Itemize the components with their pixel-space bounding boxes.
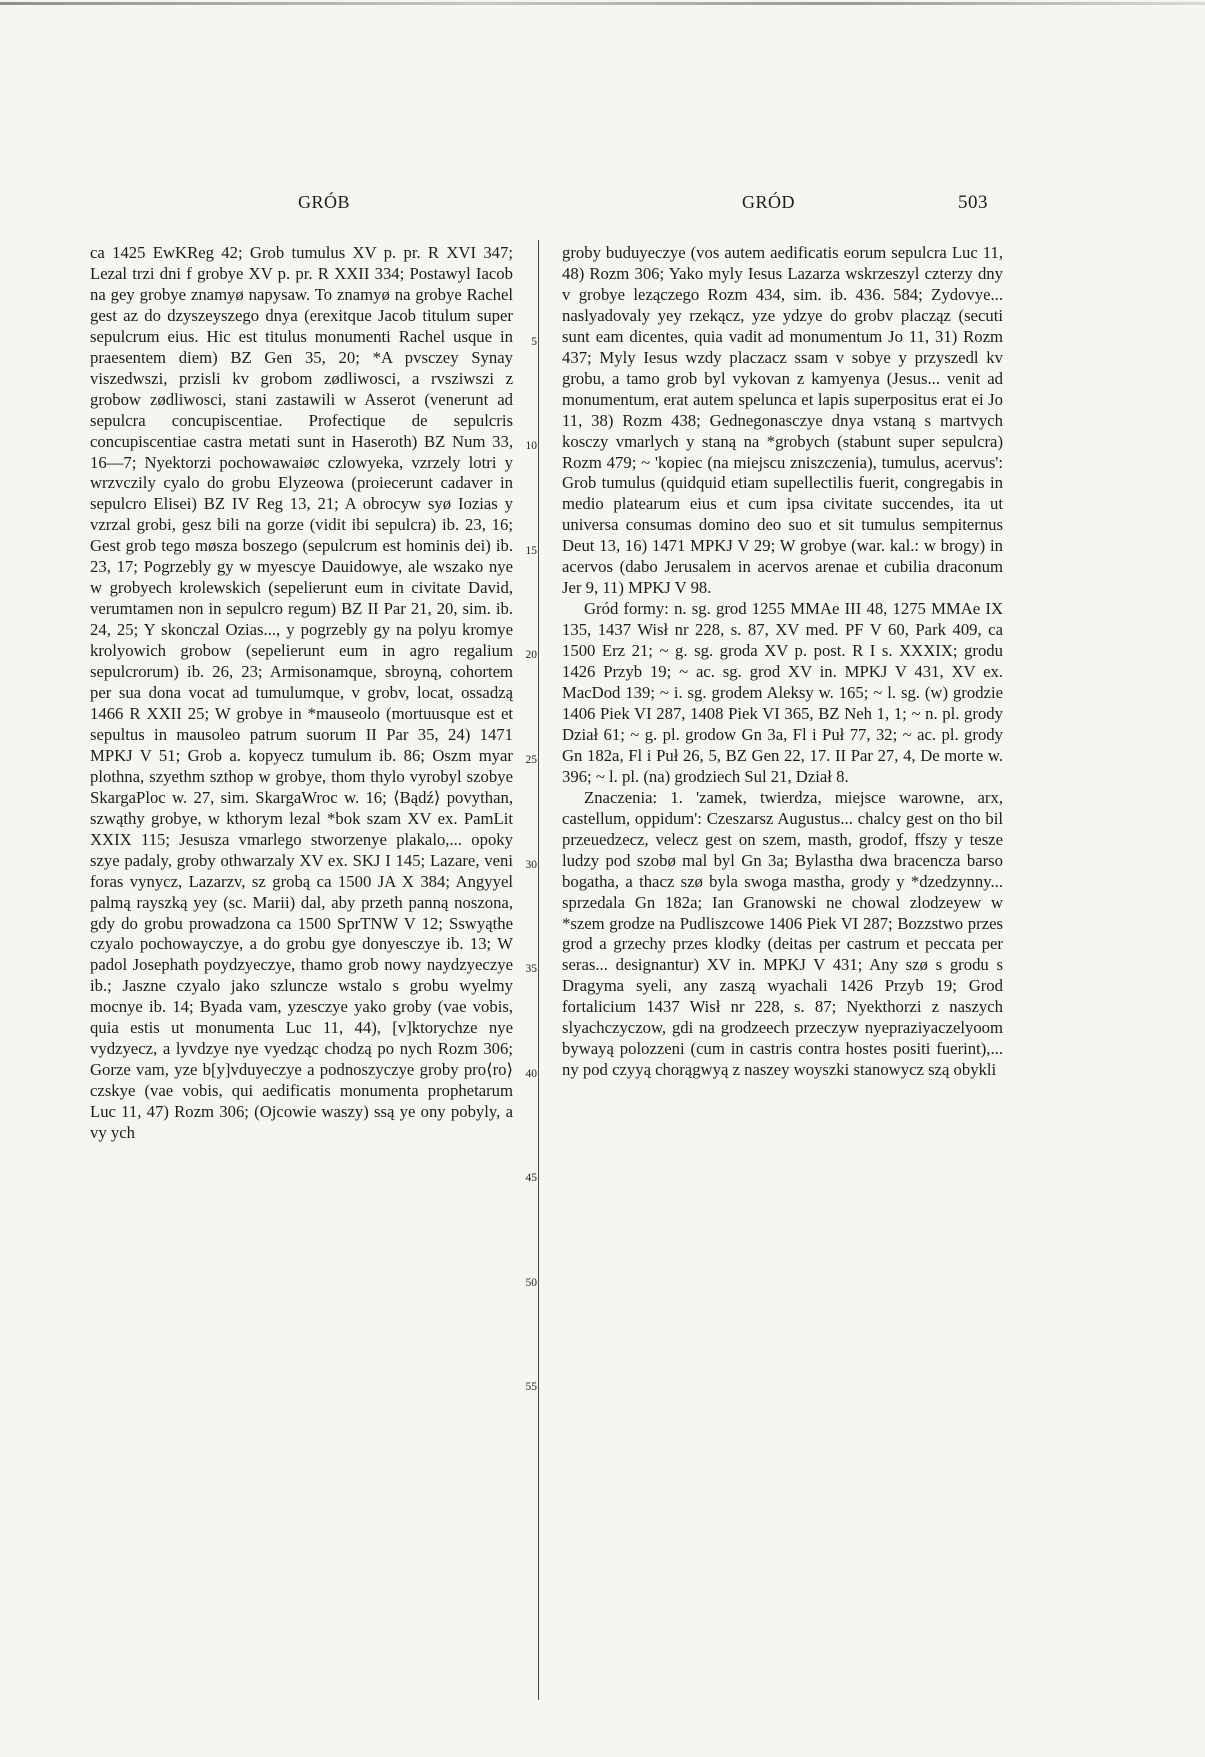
left-column [90, 243, 513, 1144]
line-number: 25 [525, 754, 537, 766]
line-number: 45 [525, 1172, 537, 1184]
page-top-edge [0, 2, 1205, 5]
line-number: 15 [525, 545, 537, 557]
line-number: 40 [525, 1068, 537, 1080]
line-number: 50 [525, 1277, 537, 1289]
running-head-left: GRÓB [298, 192, 351, 212]
right-paragraph-grod-forms: Gród formy: n. sg. grod 1255 MMAe III 48, 1275 MMAe IX 135, 1437 Wisł nr 228, s. 87, XV med. PF V 60, Park 409, ca 1500 Erz 21; ~ g. sg. groda XV p. post. R I s. XXXIX; grodu 1426 Przyb 19; ~ ac. sg. grod XV in. MPKJ V 431, XV ex. MacDod 139; ~ i. sg. grodem Aleksy w. 165; ~ l. sg. (w) grodzie 1406 Piek VI 287, 1408 Piek VI 365, BZ Neh 1, 1; ~ n. pl. grody Dział 61; ~ g. pl. grodow Gn 3a, Fl i Puł 77, 32; ~ ac. pl. grody Gn 182a, Fl i Puł 26, 5, BZ Gen 22, 17. II Par 27, 4, De morte w. 396; ~ l. pl. (na) grodziech Sul 21, Dział 8. [562, 599, 1003, 786]
line-number: 30 [525, 859, 537, 871]
left-paragraph: ca 1425 EwKReg 42; Grob tumulus XV p. pr. R XVI 347; Lezal trzi dni f grobye XV p. pr. R XXII 334; Postawyl Iacob na gey grobye znamyø napysaw. To znamyø na grobye Rachel gest az do dzyszeyszego dnya (erexitque Jacob titulum super sepulcrum eius. Hic est titulus monumenti Rachel usque in praesentem diem) BZ Gen 35, 20; *A pvsczey Synay viszedwszi, przisli kv grobom zødliwosci, a rvsziwszi z grobow zødliwosci, stani zastawili w Asserot (venerunt ad sepulcra concupiscentiae. Profectique de sepulcris concupiscentiae castra metati sunt in Haseroth) BZ Num 33, 16—7; Nyektorzi pochowawaiøc czlowyeka, vzrzely lotri y wrzvczily cyalo do grobu Elyzeowa (proiecerunt cadaver in sepulcro Elisei) BZ IV Reg 13, 21; A obrocyw syø Iozias y vzrzal grobi, gesz bili na gorze (vidit ibi sepulcra) ib. 23, 16; Gest grob tego møsza boszego (sepulcrum est hominis dei) ib. 23, 17; Pogrzebly gy w myescye Dauidowye, ale wszako nye w grobyech krolewskich (sepelierunt eum in civitate David, verumtamen non in sepulcro regum) BZ II Par 21, 20, sim. ib. 24, 25; Y skonczal Ozias..., y pogrzebly gy na polyu kromye krolyowich grobow (sepelierunt eum in agro regalium sepulcrorum) ib. 26, 23; Armisonamque, sbroyną, cohortem per sua dona vocat ad tumulumque, v grobv, locat, ossadzą 1466 R XXII 25; W grobye in *mauseolo (mortuusque est et sepultus in mausoleo patrum suorum II Par 35, 24) 1471 MPKJ V 51; Grob a. kopyecz tumulum ib. 86; Oszm myar plothna, szyethm szthop w grobye, thom thylo vyrobyl szobye SkargaPloc w. 27, sim. SkargaWroc w. 16; ⟨Bądź⟩ povythan, szwąthy grobye, w kthorym lezal *bok szam XV ex. PamLit XXIX 115; Jesusza vmarlego stworzenye plakalo,... opoky szye padaly, groby othwarzaly XV ex. SKJ I 145; Lazare, veni foras vynycz, Lazarzv, sz grobą ca 1500 JA X 384; Angyyel palmą rayszką yey (sc. Marii) dal, aby przeth panną noszona, gdy do grobu prowadzona ca 1500 SprTNW V 12; Sswyąthe czyalo pochowayczye, a do grobu gye donyesczye ib. 13; W padol Josephath poydzyeczye, thamo grob nowy naydzyeczye ib.; Jaszne czyalo jako szluncze wstalo s grobu wyelmy mocnye ib. 14; Byada vam, yzesczye yako groby (vae vobis, quia estis ut monumenta Luc 11, 44), [v]ktorychze nye vydzyecz, a lyvdzye nye vyedząc chodzą po nych Rozm 306; Gorze vam, yze b[y]vduyeczye a podnoszyczye groby pro⟨ro⟩czskye (vae vobis, qui aedificatis monumenta prophetarum Luc 11, 47) Rozm 306; (Ojcowie waszy) ssą ye ony pobyly, a vy ych [90, 243, 513, 1143]
right-paragraph-grob-cont: groby buduyeczye (vos autem aedificatis eorum sepulcra Luc 11, 48) Rozm 306; Yako myly Iesus Lazarza wskrzeszyl czterzy dny v grobye lezączego Rozm 434, sim. ib. 436. 584; Zydovye... naslyadovaly yey rzekącz, yze ydzye do grobv placząz (secuti sunt eam dicentes, quia vadit ad monumentum Jo 11, 31) Rozm 437; Myly Iesus wzdy placzacz ssam v sobye y przyszedl kv grobu, a tamo grob byl vykovan z kamyenya (Jesus... venit ad monumentum, erat autem spelunca et lapis superpositus erat ei Jo 11, 38) Rozm 438; Gednegonasczye dnya vstaną s martvych kosczy vmarlych y staną na *grobych (stabunt super sepulcra) Rozm 479; ~ 'kopiec (na miejscu zniszczenia), tumulus, acervus': Grob tumulus (quidquid etiam supellectilis fuerit, congregabis in medio platearum eius et cum ipsa civitate succendes, ita ut universa consumas domino deo suo et sit tumulus sempiternus Deut 13, 16) 1471 MPKJ V 29; W grobye (war. kal.: w brogy) in acervos (dabo Jerusalem in acervos arenae et cubilia draconum Jer 9, 11) MPKJ V 98. [562, 243, 1003, 598]
line-number: 10 [525, 440, 537, 452]
line-number: 35 [525, 963, 537, 975]
column-divider [538, 240, 539, 1700]
page-number: 503 [958, 192, 988, 213]
right-column [562, 243, 1003, 1081]
running-head-right: GRÓD [742, 192, 796, 212]
line-number: 55 [525, 1381, 537, 1393]
line-number: 5 [531, 336, 537, 348]
line-number: 20 [525, 649, 537, 661]
right-paragraph-grod-meanings: Znaczenia: 1. 'zamek, twierdza, miejsce warowne, arx, castellum, oppidum': Czeszarsz Augustus... chalcy gest on tho bil przeuedzecz, velecz gest on szem, masth, grodof, ffszy y tesze ludzy pod szobø mal byl Gn 3a; Bylastha dwa bracencza barso bogatha, a thacz szø byla swoga mastha, grody y *dzedzynny... sprzedala Gn 182a; Ian Granowski ne chowal zlodzeyew w *szem grodze na Pudliszcowe 1406 Piek VI 287; Bozzstwo przes grod a grzechy przes klodky (deitas per castrum et peccata per seras... designantur) XV in. MPKJ V 431; Any szø s grodu s Dragyma syeli, any zaszą wyachali 1426 Przyb 19; Grod fortalicium 1437 Wisł nr 228, s. 87; Nyekthorzi z naszych slyachczyczow, gdi na grodzeech przeczyw nyepraziyaczelyoom bywayą polozzeni (cum in castris contra hostes positi fuerint),... ny pod czyyą chorągwyą z naszey woyszki stanowycz szą obykli [562, 787, 1003, 1080]
